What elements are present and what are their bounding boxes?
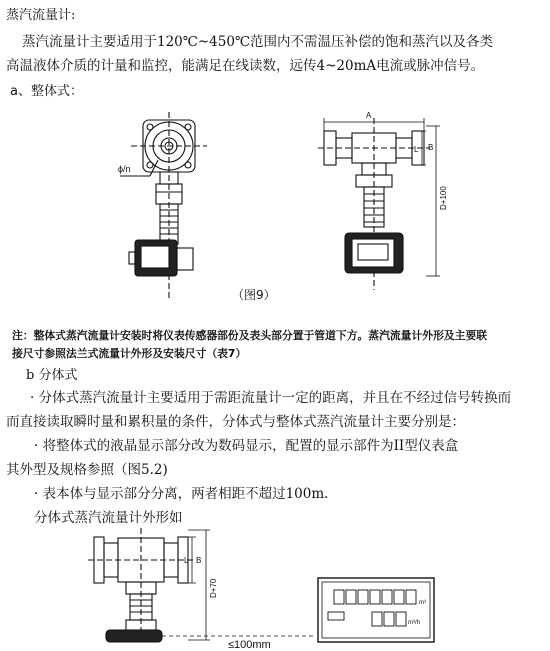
b-line-4: 其外型及规格参照（图5.2) (6, 462, 168, 478)
b-line-5: · 表本体与显示部分分离，两者相距不超过100m. (34, 486, 329, 502)
display-head-right (345, 233, 403, 273)
dim-A: A (366, 111, 372, 120)
intro-line-2: 高温液体介质的计量和监控，能满足在线读数，远传4~20mA电流或脉冲信号。 (6, 58, 485, 74)
note-line-1: 注：整体式蒸汽流量计安装时将仪表传感器部份及表头部分置于管道下方。蒸汽流量计外形及主要联 (12, 329, 488, 342)
split-dim-B: B (196, 556, 202, 565)
split-type-drawing (88, 528, 316, 642)
split-dim-L: L (184, 556, 189, 565)
dim-D100: D+100 (439, 186, 448, 210)
section-title: 蒸汽流量计: (6, 8, 76, 23)
split-dim-D70: D+70 (209, 578, 218, 598)
distance-label: ≤100mm (228, 639, 271, 651)
note-line-2: 接尺寸参照法兰式流量计外形及安装尺寸（表7） (12, 347, 247, 360)
section-b-heading: b 分体式 (26, 368, 78, 383)
display-head-left (129, 240, 193, 276)
b-line-1: · 分体式蒸汽流量计主要适用于需距流量计一定的距离，并且在不经过信号转换而 (30, 390, 512, 406)
b-line-6: 分体式蒸汽流量计外形如 (34, 510, 183, 526)
display-box (318, 578, 434, 642)
unit-rate: m³/h (408, 620, 420, 626)
b-line-3: · 将整体式的液晶显示部分改为数码显示，配置的显示部件为II型仪表盒 (34, 438, 459, 454)
bolt-label: ϕ/n (118, 164, 131, 174)
dim-L: L (414, 145, 419, 154)
section-a-heading: a、整体式： (10, 84, 83, 99)
figure-caption: （图9） (232, 288, 276, 302)
unit-total: m³ (419, 600, 426, 606)
dim-B: B (428, 143, 434, 152)
b-line-2: 而直接读取瞬时量和累积量的条件，分体式与整体式蒸汽流量计主要分别是： (6, 414, 465, 430)
intro-line-1: 蒸汽流量计主要适用于120℃~450℃范围内不需温压补偿的饱和蒸汽以及各类 (22, 34, 494, 50)
